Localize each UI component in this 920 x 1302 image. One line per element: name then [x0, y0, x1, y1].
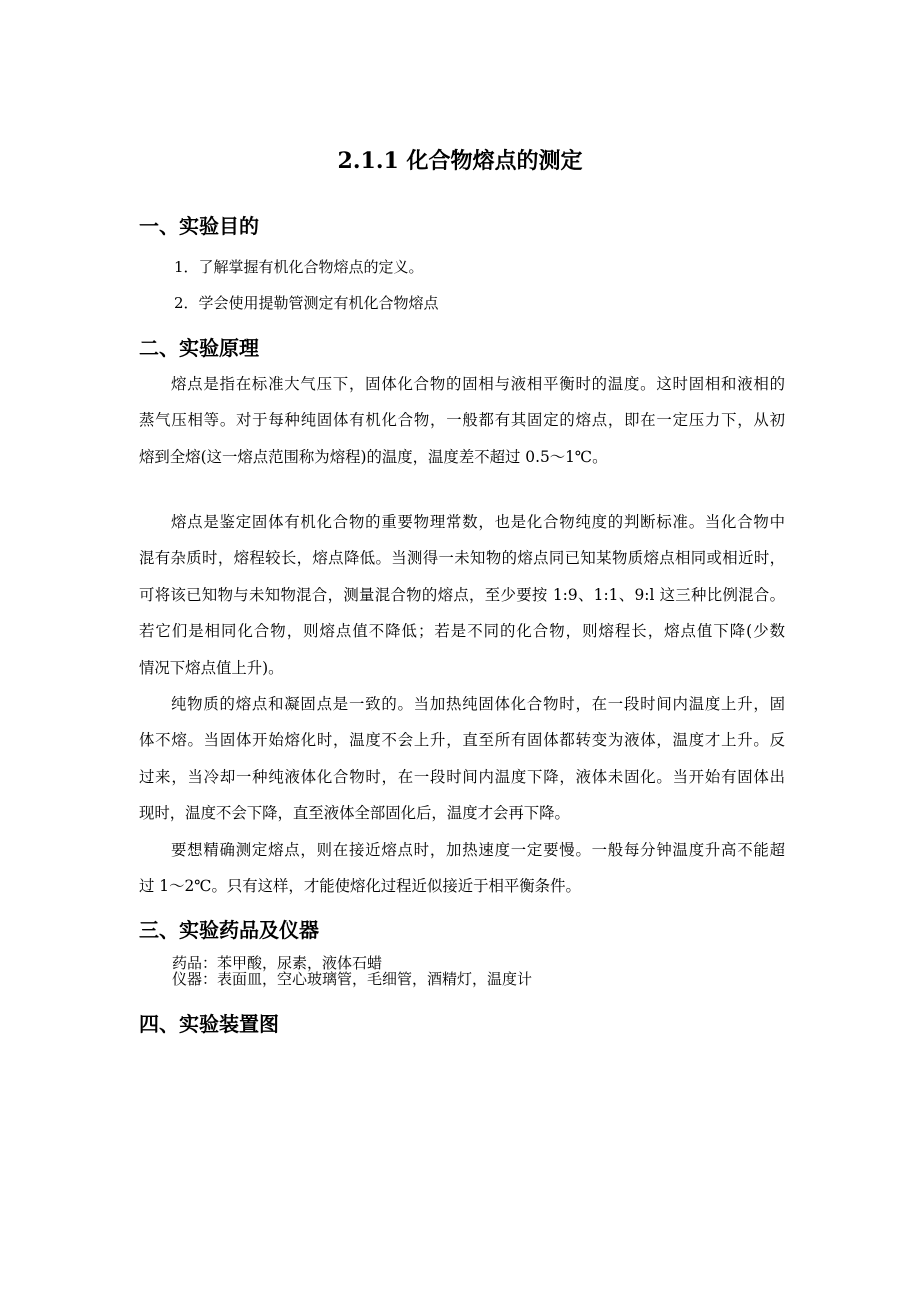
text-line: 要想精确测定熔点，则在接近熔点时，加热速度一定要慢。一般每分钟温度升高不能超 [171, 841, 785, 859]
text-line: 过来，当冷却一种纯液体化合物时，在一段时间内温度下降，液体未固化。当开始有固体出 [139, 767, 785, 786]
section-heading-objectives: 一、实验目的 [139, 214, 259, 238]
document-title: 2.1.1 化合物熔点的测定 [337, 148, 583, 174]
text-line: 情况下熔点值上升)。 [139, 658, 284, 677]
text-line: 体不熔。当固体开始熔化时，温度不会上升，直至所有固体都转变为液体，温度才上升。反 [139, 731, 785, 750]
text-line: 过 1～2℃。只有这样，才能使熔化过程近似接近于相平衡条件。 [139, 877, 581, 896]
text-line: 纯物质的熔点和凝固点是一致的。当加热纯固体化合物时，在一段时间内温度上升，固 [171, 695, 785, 713]
text-line: 蒸气压相等。对于每种纯固体有机化合物，一般都有其固定的熔点，即在一定压力下，从初 [139, 411, 785, 430]
text-line: 可将该已知物与未知物混合，测量混合物的熔点，至少要按 1:9、1:1、9:l 这三种比例混合。 [139, 585, 785, 604]
objective-item: 1．了解掌握有机化合物熔点的定义。 [174, 258, 424, 276]
objective-item: 2．学会使用提勒管测定有机化合物熔点 [174, 294, 439, 312]
text-line: 熔点是鉴定固体有机化合物的重要物理常数，也是化合物纯度的判断标准。当化合物中 [171, 513, 785, 531]
materials-chemicals: 药品：苯甲酸，尿素，液体石蜡 [172, 954, 383, 972]
section-heading-apparatus: 四、实验装置图 [139, 1012, 279, 1036]
principle-paragraph [139, 686, 785, 832]
principle-paragraph [139, 504, 785, 686]
materials-instruments: 仪器：表面皿，空心玻璃管，毛细管，酒精灯，温度计 [172, 970, 533, 988]
text-line: 现时，温度不会下降，直至液体全部固化后，温度才会再下降。 [139, 804, 570, 823]
text-line: 熔到全熔(这一熔点范围称为熔程)的温度，温度差不超过 0.5～1℃。 [139, 447, 608, 466]
principle-paragraph [139, 366, 785, 475]
text-line: 熔点是指在标准大气压下，固体化合物的固相与液相平衡时的温度。这时固相和液相的 [171, 375, 785, 393]
text-line: 混有杂质时，熔程较长，熔点降低。当测得一未知物的熔点同已知某物质熔点相同或相近时， [139, 549, 785, 568]
text-line: 若它们是相同化合物，则熔点值不降低；若是不同的化合物，则熔程长，熔点值下降(少数 [139, 622, 785, 641]
section-heading-principle: 二、实验原理 [139, 336, 259, 360]
section-heading-materials: 三、实验药品及仪器 [139, 918, 319, 942]
principle-paragraph [139, 832, 785, 905]
